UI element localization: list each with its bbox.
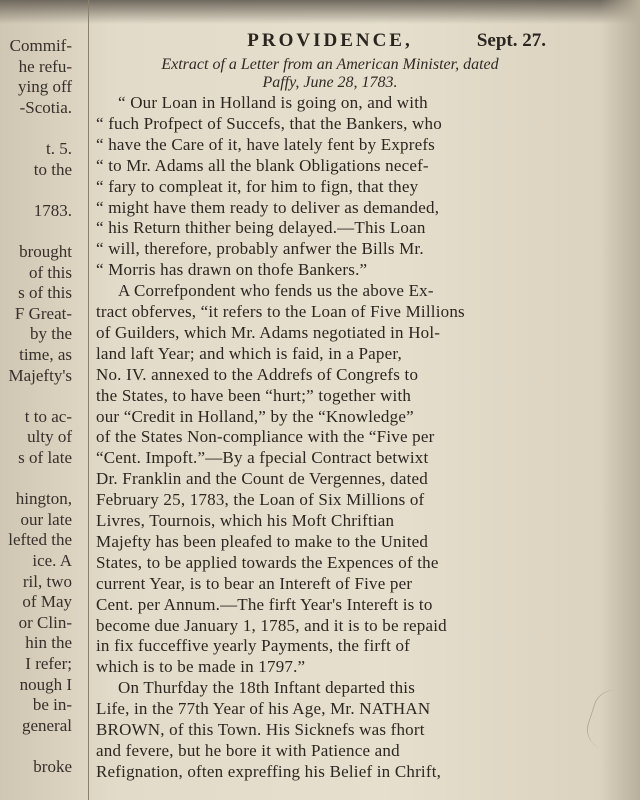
article-line: A Correfpondent who fends us the above Ex- [118,281,434,301]
left-column-line: of May [22,592,72,612]
left-column-line: ice. A [32,551,72,570]
left-column-line: s of this [18,283,72,303]
left-column-line: be in- [32,695,72,715]
left-column-line: by the [29,324,72,344]
article-line: Refignation, often expreffing his Belief in Chrift, [96,761,442,781]
article-line: of the States Non-compliance with the “Five per [96,427,435,447]
left-column-line: broke [33,757,72,776]
article-line: “ Our Loan in Holland is going on, and with [118,93,428,112]
dateline [96,30,564,56]
left-column-line: I refer; [25,654,72,673]
article-line: of Guilders, which Mr. Adams negotiated in Hol- [96,322,441,342]
date-heading: Sept. 27. [476,30,546,51]
left-column-line: t. 5. [46,139,72,158]
extract-title [96,56,564,92]
city-heading: PROVIDENCE, [247,30,413,51]
article-line: Dr. Franklin and the Count de Vergennes, dated [96,469,428,489]
left-column-line: -Scotia. [19,97,72,117]
extract-line: Paffy, June 28, 1783. [262,74,398,91]
left-column-line: Commif- [9,36,72,55]
page-right-shadow [600,0,640,800]
left-column-line: s of late [18,448,72,467]
left-column-line: 1783. [33,200,72,220]
article-line: Life, in the 77th Year of his Age, Mr. NATHAN [96,699,431,719]
article-line: in fix fucceffive yearly Payments, the firft of [96,636,411,656]
article-line: “ have the Care of it, have lately fent by Exprefs [96,134,436,154]
left-column-line: F Great- [14,303,72,323]
article-line: tract obferves, “it refers to the Loan of Five Millions [96,302,465,321]
left-column-line: t to ac- [24,406,72,426]
article-line: BROWN, of this Town. His Sicknefs was fhort [96,720,425,739]
left-column-line: brought [19,242,72,261]
article-body [96,92,564,782]
left-column-line: ying off [18,77,72,97]
article-line: “ fuch Profpect of Succefs, that the Bankers, who [96,113,442,133]
left-column-line: ril, two [22,571,72,591]
article-line: States, to be applied towards the Expences of the [96,552,439,572]
article-line: Livres, Tournois, which his Moft Chriftian [96,511,395,530]
left-column-line: hington, [15,489,72,509]
article-line: become due January 1, 1785, and it is to be repaid [96,615,447,635]
left-column-line: lefted the [8,530,72,550]
article-line: our “Credit in Holland,” by the “Knowledge” [96,406,414,426]
article-line: land laft Year; and which is faid, in a Paper, [96,343,402,363]
article-line: “ to Mr. Adams all the blank Obligations necef- [96,155,429,175]
left-column-line: our late [20,509,72,529]
article-line: the States, to have been “hurt;” together with [96,385,412,405]
article-line: which is to be made in 1797.” [96,657,306,677]
page-top-shadow [0,0,640,24]
left-column-line: nough I [19,674,72,694]
article-line: On Thurfday the 18th Inftant departed this [118,678,416,698]
article-line: Majefty has been pleafed to make to the United [96,531,429,551]
article-line: “ Morris has drawn on thofe Bankers.” [96,260,368,280]
article-line: February 25, 1783, the Loan of Six Millions of [96,490,425,510]
left-column-line: ulty of [27,427,72,447]
article-line: current Year, is to bear an Intereft of Five per [96,573,413,593]
left-column-line: or Clin- [18,612,72,632]
article-line: “Cent. Impoft.”—By a fpecial Contract betwixt [96,448,429,468]
left-column-line: he refu- [18,56,72,76]
article-line: “ his Return thither being delayed.—This Loan [96,218,426,238]
left-column-line: general [21,715,72,735]
article-line: and fevere, but he bore it with Patience and [96,740,400,760]
article-line: “ might have them ready to deliver as demanded, [96,197,440,217]
left-column-line: to the [33,159,72,179]
left-column [0,36,86,778]
article-line: No. IV. annexed to the Addrefs of Congrefs to [96,364,419,384]
right-column [96,30,564,782]
extract-line: Extract of a Letter from an American Minister, dated [161,56,499,73]
article-line: “ fary to compleat it, for him to fign, that they [96,176,419,196]
article-line: “ will, therefore, probably anfwer the Bills Mr. [96,239,424,259]
left-column-line: Majefty's [8,365,72,385]
left-column-line: hin the [25,633,72,653]
left-column-line: time, as [19,345,72,364]
left-column-line: of this [29,262,72,282]
article-line: Cent. per Annum.—The firft Year's Intereft is to [96,594,433,614]
column-rule [88,0,89,800]
